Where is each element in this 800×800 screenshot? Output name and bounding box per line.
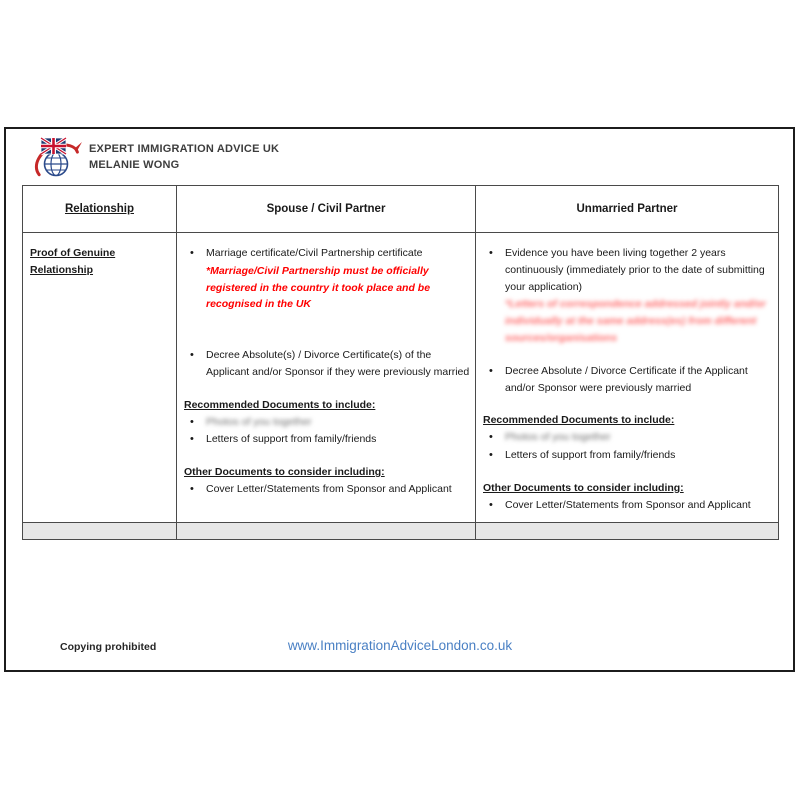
table-header-row bbox=[23, 186, 779, 233]
unmarried-red-note-blurred: *Letters of correspondence addressed jointly and/or individually at the same address(es) from different sources/organisations bbox=[505, 298, 766, 344]
gray-cell-3 bbox=[476, 523, 779, 540]
table-content-row bbox=[23, 233, 779, 523]
spouse-bullet-marriage-cert: • Marriage certificate/Civil Partnership certificate bbox=[182, 245, 470, 262]
cell-row-label bbox=[23, 233, 177, 523]
unmarried-bullet-cover-letter: • Cover Letter/Statements from Sponsor and Applicant bbox=[481, 497, 773, 514]
plane-icon bbox=[74, 142, 82, 151]
cell-unmarried-content bbox=[476, 233, 779, 523]
unmarried-other-heading: Other Documents to consider including: bbox=[483, 481, 684, 494]
header-spouse-civil-partner: Spouse / Civil Partner bbox=[177, 186, 476, 233]
unmarried-bullet-living-together: • Evidence you have been living together 2 years continuously (immediately prior to the date of submitting your application) bbox=[481, 245, 773, 295]
unmarried-recommended-heading: Recommended Documents to include: bbox=[483, 414, 675, 427]
copying-prohibited-label: Copying prohibited bbox=[60, 641, 157, 653]
gray-cell-1 bbox=[23, 523, 177, 540]
spouse-other-heading: Other Documents to consider including: bbox=[184, 466, 385, 479]
spouse-bullet-photos-blurred: • Photos of you together bbox=[182, 414, 470, 431]
brand-line2: MELANIE WONG bbox=[89, 159, 180, 171]
header-relationship: Relationship bbox=[23, 186, 177, 233]
row-label: Proof of Genuine Relationship bbox=[30, 247, 116, 276]
spouse-bullet-letters-support: • Letters of support from family/friends bbox=[182, 431, 470, 448]
unmarried-bullet-letters-support: • Letters of support from family/friends bbox=[481, 447, 773, 464]
spouse-bullet-cover-letter: • Cover Letter/Statements from Sponsor and Applicant bbox=[182, 481, 470, 498]
brand-text bbox=[89, 142, 279, 174]
header-unmarried-partner: Unmarried Partner bbox=[476, 186, 779, 233]
union-jack-flag bbox=[41, 138, 66, 154]
table-empty-gray-row bbox=[23, 523, 779, 540]
company-logo-icon bbox=[33, 136, 83, 180]
website-link[interactable]: www.ImmigrationAdviceLondon.co.uk bbox=[287, 638, 513, 653]
relationship-documents-table bbox=[22, 185, 779, 540]
cell-spouse-content bbox=[177, 233, 476, 523]
brand-line1: EXPERT IMMIGRATION ADVICE UK bbox=[89, 143, 280, 156]
spouse-recommended-heading: Recommended Documents to include: bbox=[184, 398, 376, 411]
gray-cell-2 bbox=[177, 523, 476, 540]
unmarried-bullet-decree-absolute: • Decree Absolute / Divorce Certificate if the Applicant and/or Sponsor were previously married bbox=[481, 363, 773, 397]
unmarried-bullet-photos-blurred: • Photos of you together bbox=[481, 429, 773, 446]
brand-header bbox=[33, 136, 279, 180]
spouse-bullet-decree-absolute: • Decree Absolute(s) / Divorce Certificate(s) of the Applicant and/or Sponsor if they were previously married bbox=[182, 347, 470, 381]
spouse-red-note: *Marriage/Civil Partnership must be officially registered in the country it took place and be recognised in the UK bbox=[206, 264, 431, 311]
